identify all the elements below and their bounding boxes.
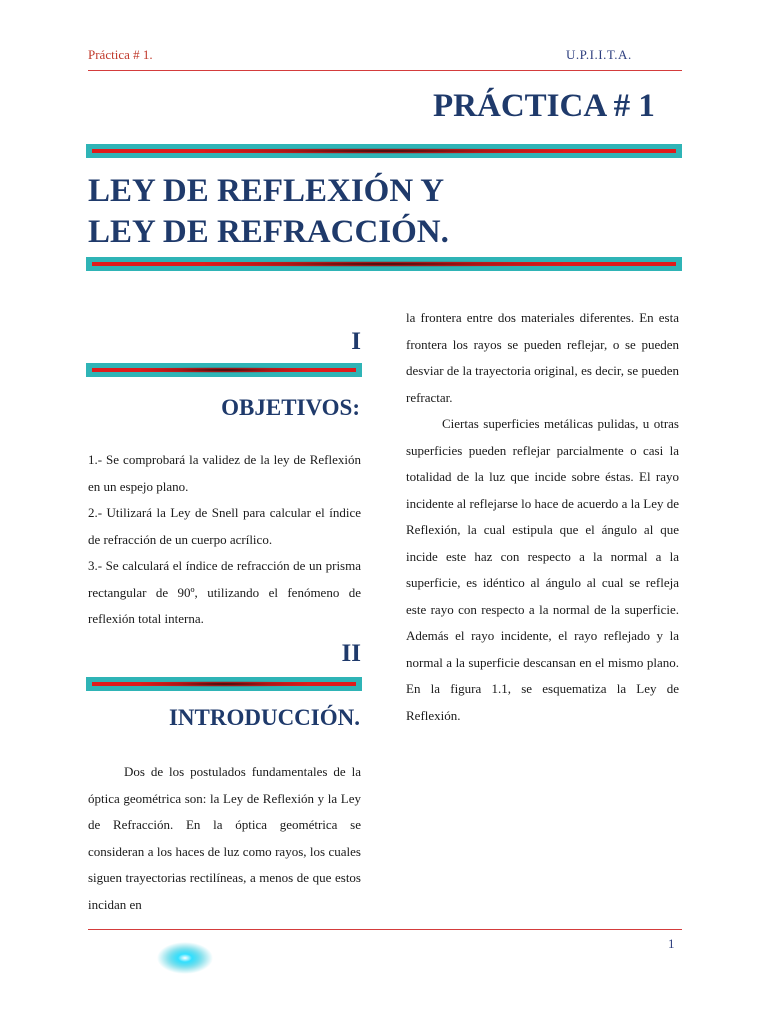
page-number: 1 (668, 936, 675, 951)
section-2-heading: INTRODUCCIÓN. (168, 705, 360, 730)
decorative-bar-section-1 (86, 363, 362, 377)
header-left-text: Práctica # 1. (88, 47, 153, 62)
section-2-number: II (341, 640, 361, 667)
header-right-text: U.P.I.I.T.A. (566, 47, 632, 62)
header-divider (88, 70, 682, 71)
footer-divider (88, 929, 682, 930)
section-1-number: I (351, 328, 361, 355)
right-column-text (406, 305, 679, 729)
page-subtitle (88, 171, 449, 253)
objective-item-2: 2.- Utilizará la Ley de Snell para calcular el índice de refracción de un cuerpo acrílico. (88, 505, 361, 547)
objective-item-3: 3.- Se calculará el índice de refracción de un prisma rectangular de 90º, utilizando el fenómeno de reflexión total interna. (88, 558, 361, 626)
decorative-bar-section-2 (86, 677, 362, 691)
page-title: PRÁCTICA # 1 (433, 88, 655, 124)
right-paragraph-1: la frontera entre dos materiales diferentes. En esta frontera los rayos se pueden reflejar, o se pueden desviar de la trayectoria original, es decir, se pueden refractar. (406, 310, 679, 405)
subtitle-line-2: LEY DE REFRACCIÓN. (88, 214, 449, 250)
objective-item-1: 1.- Se comprobará la validez de la ley de Reflexión en un espejo plano. (88, 452, 361, 494)
section-1-heading: OBJETIVOS: (221, 395, 360, 420)
subtitle-line-1: LEY DE REFLEXIÓN Y (88, 173, 445, 209)
objectives-list (88, 447, 361, 633)
footer-light-glow-icon (90, 936, 290, 980)
right-paragraph-2: Ciertas superficies metálicas pulidas, u otras superficies pueden reflejar parcialmente o casi la totalidad de la luz que incide sobre éstas. El rayo incidente al reflejarse lo hace de acuerdo a la Ley de Reflexión, la cual estipula que el ángulo al que incide este haz con respecto a la normal a la superficie, es idéntico al ángulo al cual se refleja este rayo con respecto a la normal de la superficie. Además el rayo incidente, el rayo reflejado y la normal a la superficie descansan en el mismo plano. En la figura 1.1, se esquematiza la Ley de Reflexión. (406, 416, 679, 723)
intro-paragraph-1: Dos de los postulados fundamentales de la óptica geométrica son: la Ley de Reflexión y la Ley de Refracción. En la óptica geométrica se consideran a los haces de luz como rayos, los cuales siguen trayectorias rectilíneas, a menos de que estos incidan en (88, 764, 361, 912)
introduction-text (88, 759, 361, 918)
decorative-bar-subtitle (86, 257, 682, 271)
decorative-bar-top (86, 144, 682, 158)
